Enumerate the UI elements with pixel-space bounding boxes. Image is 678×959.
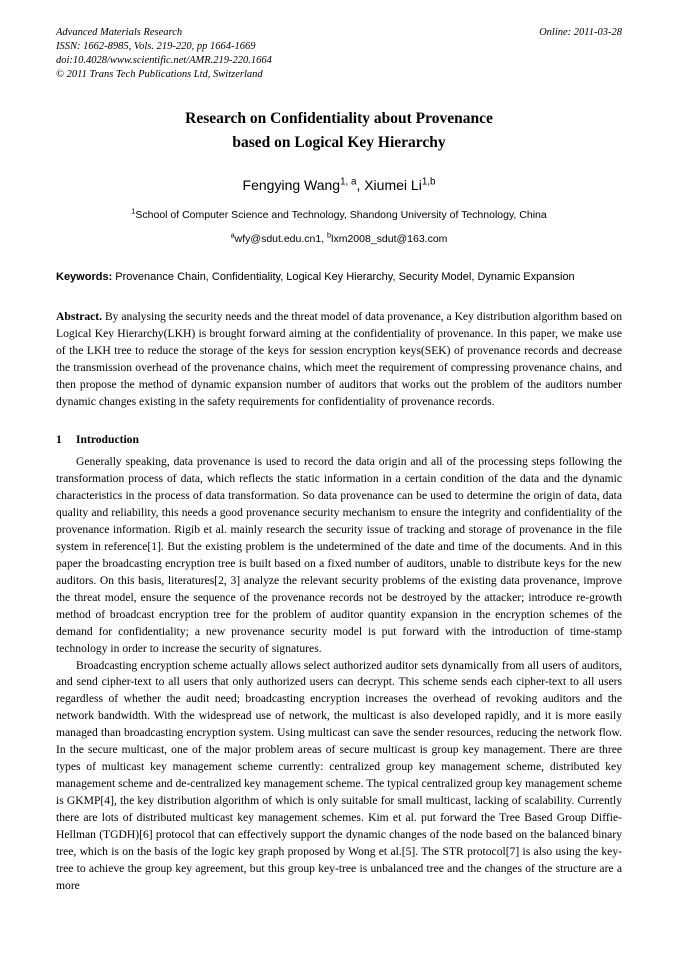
copyright-line: © 2011 Trans Tech Publications Ltd, Switzerland (56, 68, 263, 80)
author-separator: , (356, 177, 365, 194)
email-sup-a: a (230, 230, 235, 240)
keywords-block (56, 270, 622, 286)
email-2: lxm2008_sdut@163.com (331, 233, 448, 246)
keywords-text: Provenance Chain, Confidentiality, Logical Key Hierarchy, Security Model, Dynamic Expansion (112, 271, 575, 284)
page-header (56, 26, 622, 81)
intro-paragraph-2: Broadcasting encryption scheme actually allows select authorized auditor sets dynamically from all users of auditors, and send cipher-text to all users that only authorized users can decrypt. This scheme sends each cipher-text to all users regardless of whether the audit need; broadcasting encryption increases the overhead of revoking auditors and the network bandwidth. With the widespread use of network, the multicast is also developed rapidly, and it is more easily managed than broadcasting encryption system. Using multicast can save the sender resources, reducing the network flow. In the secure multicast, one of the major problem areas of secure multicast is group key management. There are three types of multicast key management scheme currently: centralized group key management scheme, distributed key management scheme and de-centralized key management scheme. The typical centralized group key management scheme is GKMP[4], the key distribution algorithm of which is only suitable for small multicast, lacking of scalability. Currently there are lots of distributed multicast key management schemes. Kim et al. put forward the Tree Based Group Diffie-Hellman (TGDH)[6] protocol that can effectively support the dynamic changes of the node based on the balanced binary tree, which is on the basis of the logic key graph proposed by Wong et al.[5]. The STR protocol[7] is also using the key-tree to achieve the group key agreement, but this group key-tree is unbalanced tree and the changes of the structure are a more (56, 658, 622, 893)
email-1: wfy@sdut.edu.cn1, (234, 233, 328, 246)
doi-line: doi:10.4028/www.scientific.net/AMR.219-220.1664 (56, 54, 272, 66)
affiliation-sup: 1 (131, 206, 136, 216)
issn-line: ISSN: 1662-8985, Vols. 219-220, pp 1664-1669 (56, 40, 256, 52)
title-line-1: Research on Confidentiality about Provenance (185, 110, 493, 128)
abstract-block (56, 309, 622, 411)
affiliation (56, 208, 622, 224)
online-date: Online: 2011-03-28 (539, 27, 622, 38)
author-sup-2: 1,b (421, 176, 436, 188)
author-name-1: Fengying Wang (242, 177, 341, 194)
keywords-label: Keywords: (56, 271, 113, 284)
abstract-label: Abstract. (56, 310, 103, 324)
intro-paragraph-1: Generally speaking, data provenance is used to record the data origin and all of the processing steps following the transformation process of data, which reflects the static information in a certain condition of the data and the dynamic characteristics in the process of data transformation. So data provenance can be used to determine the origin of data, data quality and reliability, this needs a good provenance security mechanism to ensure the integrity and confidentiality of the provenance information. Rigib et al. mainly research the security issue of tracking and storage of provenance in the file system in reference[1]. But the existing problem is the undetermined of the date and time of the documents. And in this paper the broadcasting encryption tree is built based on a fixed number of auditors, unable to distribute keys for the new auditors. On this basis, literatures[2, 3] analyze the relevant security problems of the existing data provenance, improve the threat model, ensure the sequence of the provenance records not be destroyed by the attacker; introduce re-growth method of broadcast encryption tree for the problem of auditor quantity expansion in the encryption schemes of the demand for confidentiality; a new provenance security model is put forward with the introduction of time-stamp technology in order to increase the security of signatures. (56, 454, 622, 655)
header-left-block (56, 26, 452, 81)
page-title (56, 107, 622, 155)
author-list (56, 177, 622, 193)
author-sup-1: 1, a (340, 176, 357, 188)
abstract-text: By analysing the security needs and the threat model of data provenance, a Key distribution algorithm based on Logical Key Hierarchy(LKH) is brought forward aiming at the confidentiality of provenance. In this paper, we make use of the LKH tree to reduce the storage of the keys for session encryption keys(SEK) of provenance records and decrease the transmission overhead of the provenance chains, which meet the requirement of compressing provenance chains, and then propose the method of dynamic expansion number of auditors that works out the problem of the auditors number dynamic changes existing in the safety requirements for confidentiality of provenance records. (56, 310, 623, 408)
affiliation-text: School of Computer Science and Technology, Shandong University of Technology, China (135, 209, 547, 222)
author-emails (56, 230, 622, 246)
author-name-2: Xiumei Li (364, 177, 422, 194)
section-heading-introduction (56, 433, 622, 446)
section-title: Introduction (76, 432, 139, 446)
title-line-2: based on Logical Key Hierarchy (232, 134, 446, 152)
email-sup-b: b (327, 230, 332, 240)
section-number: 1 (56, 432, 62, 446)
journal-name: Advanced Materials Research (56, 27, 183, 38)
